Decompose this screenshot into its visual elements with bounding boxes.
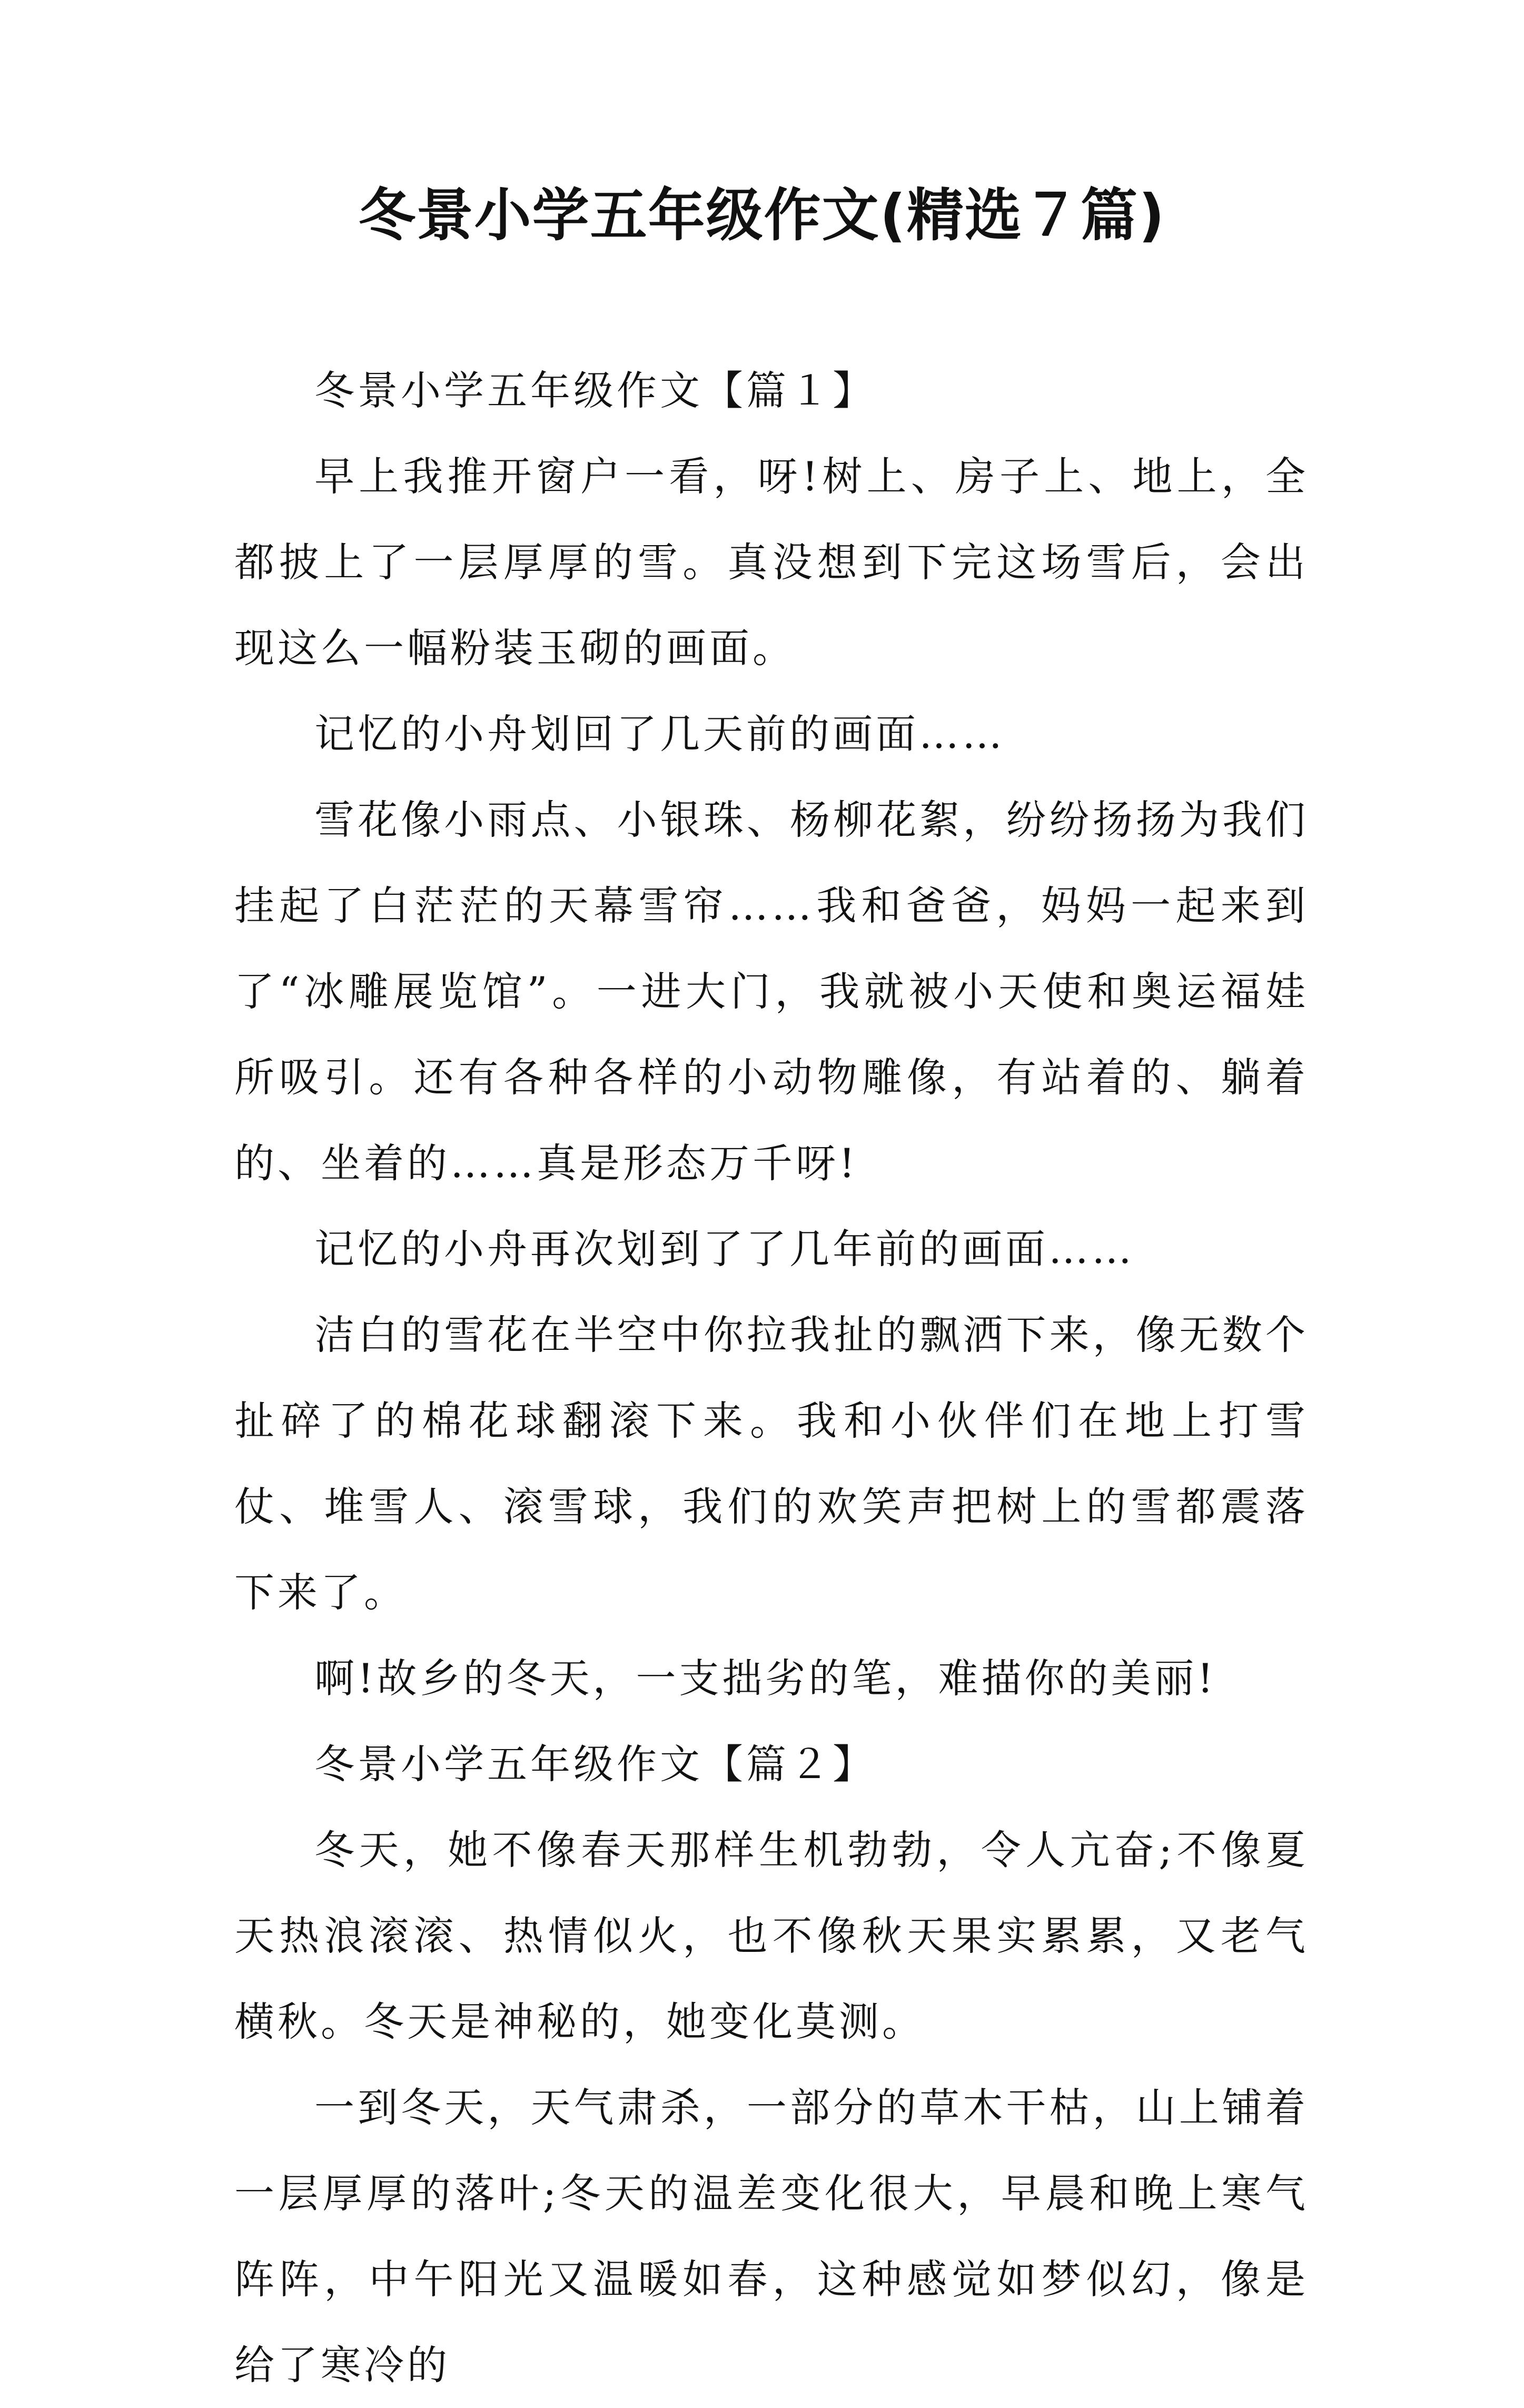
section-heading-1: 冬景小学五年级作文【篇１】 [314, 367, 876, 414]
paragraph: 啊!故乡的冬天，一支拙劣的笔，难描你的美丽! [314, 1655, 1217, 1702]
document-body [234, 348, 1309, 2408]
paragraph: 早上我推开窗户一看，呀!树上、房子上、地上，全都披上了一层厚厚的雪。真没想到下完这场雪后，会出现这么一幅粉装玉砌的画面。 [234, 453, 1309, 672]
paragraph: 记忆的小舟划回了几天前的画面…… [314, 710, 1005, 757]
section-heading-2: 冬景小学五年级作文【篇２】 [314, 1741, 876, 1788]
paragraph: 洁白的雪花在半空中你拉我扯的飘洒下来，像无数个扯碎了的棉花球翻滚下来。我和小伙伴们在地上打雪仗、堆雪人、滚雪球，我们的欢笑声把树上的雪都震落下来了。 [234, 1311, 1309, 1616]
paragraph: 雪花像小雨点、小银珠、杨柳花絮，纷纷扬扬为我们挂起了白茫茫的天幕雪帘……我和爸爸，妈妈一起来到了“冰雕展览馆”。一进大门，我就被小天使和奥运福娃所吸引。还有各种各样的小动物雕像，有站着的、躺着的、坐着的……真是形态万千呀! [234, 796, 1309, 1187]
paragraph: 记忆的小舟再次划到了了几年前的画面…… [314, 1226, 1135, 1272]
paragraph: 冬天，她不像春天那样生机勃勃，令人亢奋;不像夏天热浪滚滚、热情似火，也不像秋天果实累累，又老气横秋。冬天是神秘的，她变化莫测。 [234, 1827, 1309, 2045]
paragraph: 一到冬天，天气肃杀，一部分的草木干枯，山上铺着一层厚厚的落叶;冬天的温差变化很大，早晨和晚上寒气阵阵，中午阳光又温暖如春，这种感觉如梦似幻，像是给了寒冷的 [234, 2084, 1309, 2389]
document-title: 冬景小学五年级作文(精选７篇) [358, 183, 1166, 249]
